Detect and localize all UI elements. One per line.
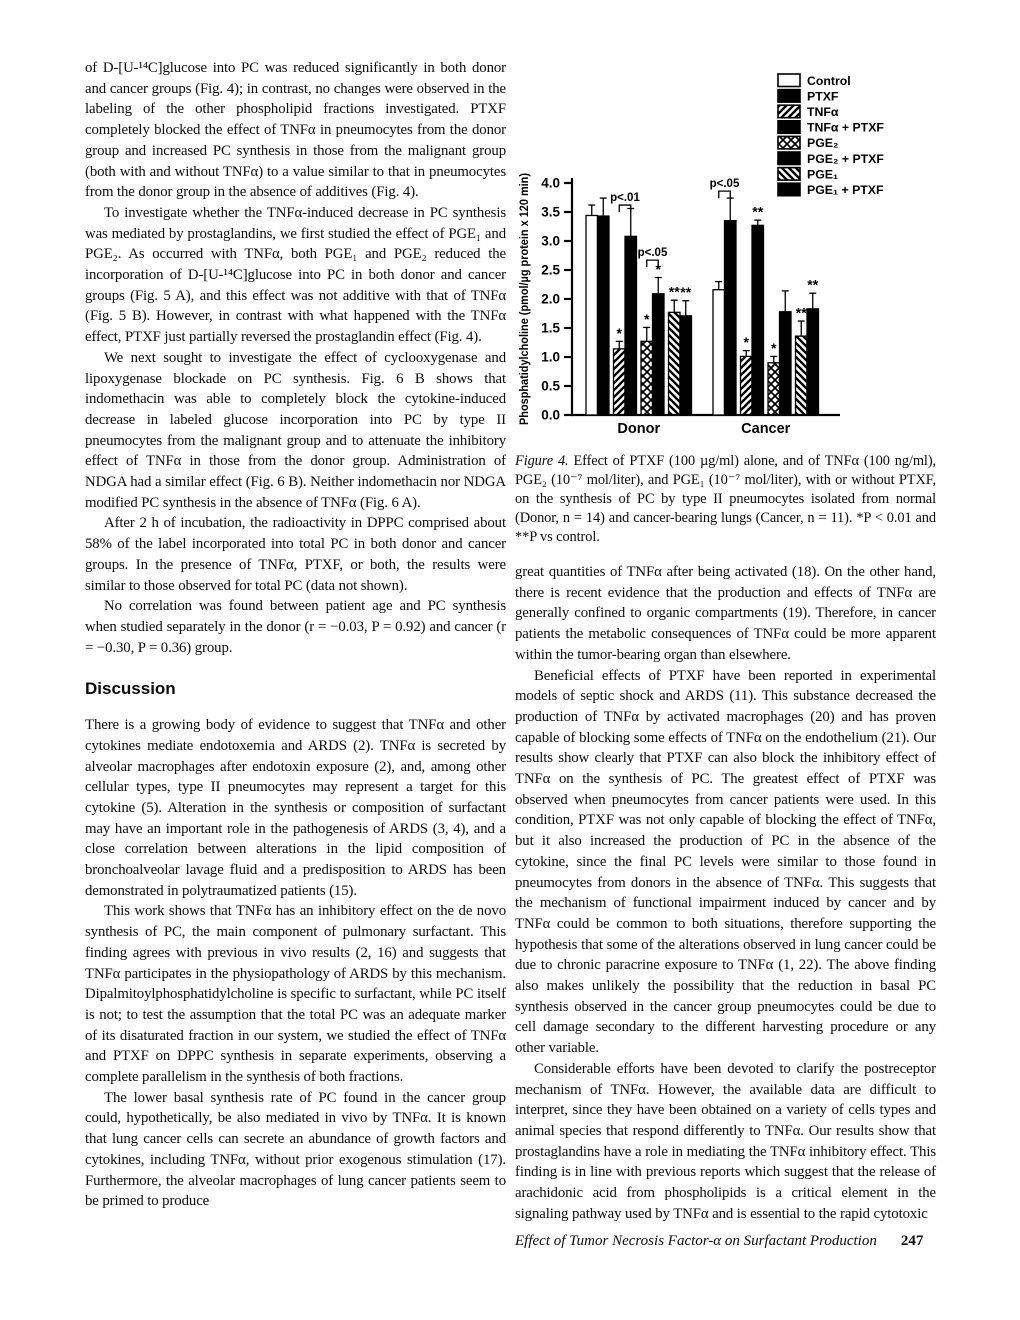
legend-label: Control (807, 73, 851, 88)
bracket-label: p<.05 (637, 247, 668, 260)
bar (669, 312, 681, 415)
y-tick-label: 4.0 (541, 175, 560, 191)
y-tick-label: 0.5 (541, 378, 560, 394)
paragraph: To investigate whether the TNFα-induced decrease in PC synthesis was mediated by prostaglandins, we first studied the effect of PGE₁ and PGE₂. As occurred with TNFα, both PGE₁ and PGE₂ reduced the incorporation of D-[U-¹⁴C]glucose into PC in both donor and cancer groups (Fig. 5 A), and this effect was not additive with that of TNFα (Fig. 5 B). However, in contrast with what happened with the TNFα effect, PTXF just partially reversed the prostaglandin effect (Fig. 4). (85, 204, 506, 346)
legend-swatch (778, 136, 800, 149)
significance-label: ** (680, 284, 692, 301)
paragraph: We next sought to investigate the effect of cyclooxygenase and lipoxygenase blockade on PC synthesis. Fig. 6 B shows that indomethacin was able to completely block the cytokine-induced decrease in labeled glucose incorporation into PC by type II pneumocytes from the malignant group and to attenuate the inhibitory effect of TNFα in those from the donor group. Administration of NDGA had a similar effect (Fig. 6 B). Neither indomethacin nor NDGA modified PC synthesis in the absence of TNFα (Fig. 6 A). (85, 349, 506, 511)
legend-swatch (778, 105, 800, 118)
discussion-paragraphs-continued (515, 562, 936, 1225)
y-tick-label: 3.5 (541, 204, 560, 220)
significance-label: ** (668, 283, 680, 300)
y-tick-label: 1.5 (541, 320, 560, 336)
legend-label: PGE₂ + PTXF (807, 151, 884, 166)
paragraph: After 2 h of incubation, the radioactivity in DPPC comprised about 58% of the label incorporated into total PC in both donor and cancer groups. In the presence of TNFα, PTXF, or both, the results were similar to those observed for total PC (data not shown). (85, 515, 506, 594)
legend-swatch (778, 90, 800, 103)
y-tick-label: 0.0 (541, 407, 560, 423)
legend-swatch (778, 152, 800, 165)
paragraph: great quantities of TNFα after being activated (18). On the other hand, there is recent evidence that the production and effects of TNFα are generally confined to organic compartments (19). Therefore, in cancer patients the metabolic consequences of TNFα could be more apparent within the tumor-bearing organ than elsewhere. (515, 564, 936, 663)
figure4 (515, 48, 985, 547)
page-footer (515, 1233, 924, 1250)
legend-label: PGE₁ (807, 167, 839, 182)
legend-swatch (778, 168, 800, 181)
bracket-label: p<.01 (610, 192, 640, 205)
significance-label: * (616, 324, 622, 341)
results-paragraphs (85, 58, 506, 658)
legend-swatch (778, 74, 800, 87)
bar (641, 341, 653, 415)
legend-label: PGE₂ (807, 136, 839, 151)
bar (752, 225, 764, 415)
figure4-chart (515, 48, 985, 442)
y-tick-label: 2.5 (541, 262, 560, 278)
legend-label: PTXF (807, 89, 839, 104)
bar (741, 356, 753, 415)
bar (780, 312, 792, 415)
legend-label: TNFα + PTXF (807, 120, 884, 135)
figure-caption-label: Figure 4. (515, 453, 569, 469)
bar (598, 216, 610, 415)
significance-label: * (644, 310, 650, 327)
significance-label: ** (795, 304, 807, 321)
significance-bracket (719, 191, 731, 198)
figure-caption-text: Effect of PTXF (100 µg/ml) alone, and of TNFα (100 ng/ml), PGE₂ (10⁻⁷ mol/liter), and PGE₁ (10⁻⁷ mol/liter), with or without PTXF, on the synthesis of PC by type II pneumocytes isolated from normal (Donor, n = 14) and cancer-bearing lungs (Cancer, n = 11). *P < 0.01 and **P vs control. (515, 453, 937, 545)
paragraph: No correlation was found between patient age and PC synthesis when studied separately in the donor (r = −0.03, P = 0.92) and cancer (r = −0.30, P = 0.36) group. (85, 598, 506, 656)
bar (625, 236, 637, 415)
legend-label: TNFα (807, 105, 839, 119)
paragraph: There is a growing body of evidence to suggest that TNFα and other cytokines mediate endotoxemia and ARDS (2). TNFα is secreted by alveolar macrophages after endotoxin exposure (2), and, among other cellular types, type II pneumocytes may represent a target for this cytokine (5). Alteration in the synthesis or composition of surfactant may have an important role in the pathogenesis of ARDS (3, 4), and a close correlation between alterations in the lipid composition of bronchoalveolar lavage fluid and a predisposition to ARDS has been demonstrated in polytraumatized patients (15). (85, 717, 506, 899)
figure4-caption (515, 452, 936, 547)
paragraph: Considerable efforts have been devoted to clarify the postreceptor mechanism of TNFα. However, the available data are difficult to interpret, since they have been obtained on a variety of cells types and animal species that respond differently to TNFα. Our results show that prostaglandins have a role in mediating the TNFα inhibitory effect. This finding is in line with previous reports which suggest that the release of arachidonic acid from phospholipids is a critical element in the signaling pathway used by TNFα and is essential to the rapid cytotoxic (515, 1060, 936, 1222)
group-label: Donor (617, 421, 661, 437)
legend-swatch (778, 183, 800, 196)
y-tick-label: 2.0 (541, 291, 560, 307)
left-column (85, 58, 506, 1212)
bar (653, 294, 665, 415)
discussion-paragraphs (85, 715, 506, 1212)
bar (807, 309, 819, 415)
legend-label: PGE₁ + PTXF (807, 183, 884, 197)
bar (680, 316, 692, 415)
paragraph: This work shows that TNFα has an inhibitory effect on the de novo synthesis of PC, the main component of pulmonary surfactant. This finding agrees with previous in vivo results (2, 16) and suggests that TNFα participates in the physiopathology of ARDS by this mechanism. Dipalmitoylphosphatidylcholine is specific to surfactant, while PC itself is not; to test the assumption that the total PC was an adequate marker of its disaturated fraction in our system, we studied the effect of TNFα and PTXF on DPPC synthesis in separate experiments, observing a complete parallelism in the synthesis of both fractions. (85, 903, 506, 1086)
y-tick-label: 3.0 (541, 233, 560, 249)
right-column (515, 562, 936, 1225)
bar (713, 290, 725, 415)
page-number: 247 (900, 1233, 924, 1249)
bar (586, 215, 598, 415)
bar (796, 336, 808, 415)
running-title: Effect of Tumor Necrosis Factor-α on Surfactant Production (515, 1233, 877, 1249)
bracket-label: p<.05 (709, 178, 740, 191)
discussion-heading: Discussion (85, 679, 176, 699)
y-tick-label: 1.0 (541, 349, 560, 365)
significance-label: ** (752, 203, 764, 220)
significance-label: * (771, 339, 777, 356)
significance-label: * (743, 334, 749, 351)
bar (768, 363, 780, 415)
legend-swatch (778, 121, 800, 134)
group-label: Cancer (741, 421, 791, 437)
paragraph: Beneficial effects of PTXF have been reported in experimental models of septic shock and ARDS (11). This substance decreased the production of TNFα by activated macrophages (20) and has proven capable of blocking some effects of TNFα on the endothelium (21). Our results show clearly that PTXF can also block the inhibitory effect of TNFα on the synthesis of PC. The greatest effect of PTXF was observed when pneumocytes from cancer patients were used. In this condition, PTXF was not only capable of blocking the effect of TNFα, but it also increased the production of PC in the absence of the cytokine, since the final PC levels were similar to those found in pneumocytes from donors in the absence of TNFα. This suggests that the mechanism of functional impairment induced by cancer and by TNFα could be common to both situations, therefore supporting the hypothesis that some of the alterations observed in lung cancer could be due to chronic paracrine exposure to TNFα (1, 22). The above finding also makes unlikely the possibility that the reduction in basal PC synthesis observed in the cancer group pneumocytes could be due to cell damage secondary to the different harvesting procedure or any other variable. (515, 667, 936, 1057)
bar (725, 221, 737, 415)
paragraph: of D-[U-¹⁴C]glucose into PC was reduced significantly in both donor and cancer groups (Fig. 4); in contrast, no changes were observed in the labeling of the other phospholipid fractions investigated. PTXF completely blocked the effect of TNFα in pneumocytes from the donor group and increased PC synthesis in those from the malignant group (both with and without TNFα) to a value similar to that in pneumocytes from the donor group in the absence of additives (Fig. 4). (85, 60, 506, 201)
significance-label: * (655, 261, 661, 278)
paragraph: The lower basal synthesis rate of PC found in the cancer group could, hypothetically, be also mediated in vivo by TNFα. It is known that lung cancer cells can secrete an abundance of growth factors and cytokines, including TNFα, without prior exogenous stimulation (17). Furthermore, the alveolar macrophages of lung cancer patients seem to be primed to produce (85, 1089, 506, 1210)
y-axis-label: Phosphatidylcholine (pmol/µg protein x 120 min) (517, 148, 531, 425)
significance-label: ** (807, 276, 819, 293)
bar (614, 349, 626, 415)
